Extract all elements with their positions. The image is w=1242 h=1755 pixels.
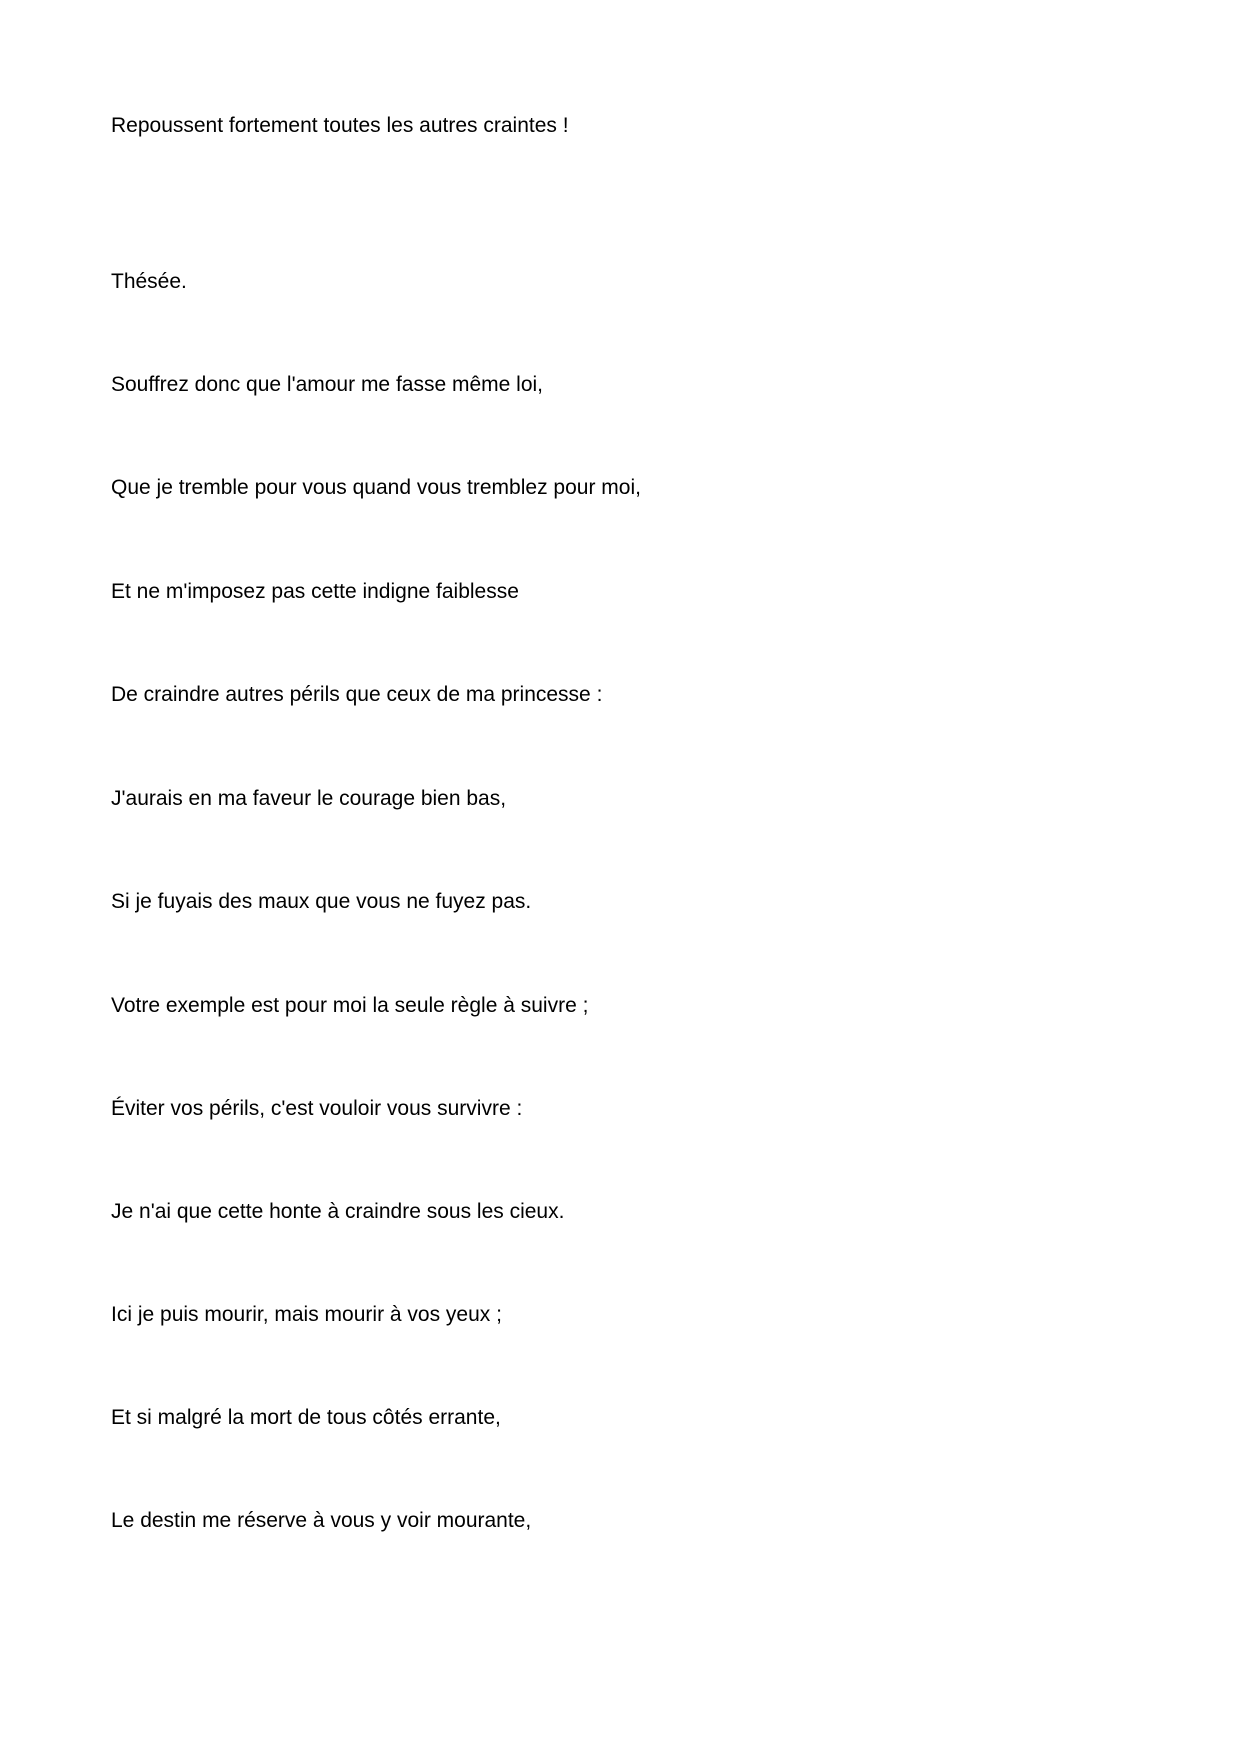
verse-line: De craindre autres périls que ceux de ma princesse : <box>111 683 603 706</box>
verse-line: Le destin me réserve à vous y voir mourante, <box>111 1509 532 1532</box>
speaker-name: Thésée. <box>111 270 187 293</box>
verse-line: Ici je puis mourir, mais mourir à vos yeux ; <box>111 1303 502 1326</box>
verse-line: Et ne m'imposez pas cette indigne faiblesse <box>111 580 519 603</box>
verse-line: Repoussent fortement toutes les autres craintes ! <box>111 114 569 137</box>
verse-line: Souffrez donc que l'amour me fasse même loi, <box>111 373 543 396</box>
verse-line: Que je tremble pour vous quand vous tremblez pour moi, <box>111 476 641 499</box>
verse-line: J'aurais en ma faveur le courage bien bas, <box>111 787 507 810</box>
verse-line: Je n'ai que cette honte à craindre sous les cieux. <box>111 1200 565 1223</box>
verse-line: Votre exemple est pour moi la seule règle à suivre ; <box>111 994 589 1017</box>
verse-line: Éviter vos périls, c'est vouloir vous survivre : <box>111 1097 523 1120</box>
verse-line: Si je fuyais des maux que vous ne fuyez pas. <box>111 890 532 913</box>
verse-line: Et si malgré la mort de tous côtés errante, <box>111 1406 501 1429</box>
